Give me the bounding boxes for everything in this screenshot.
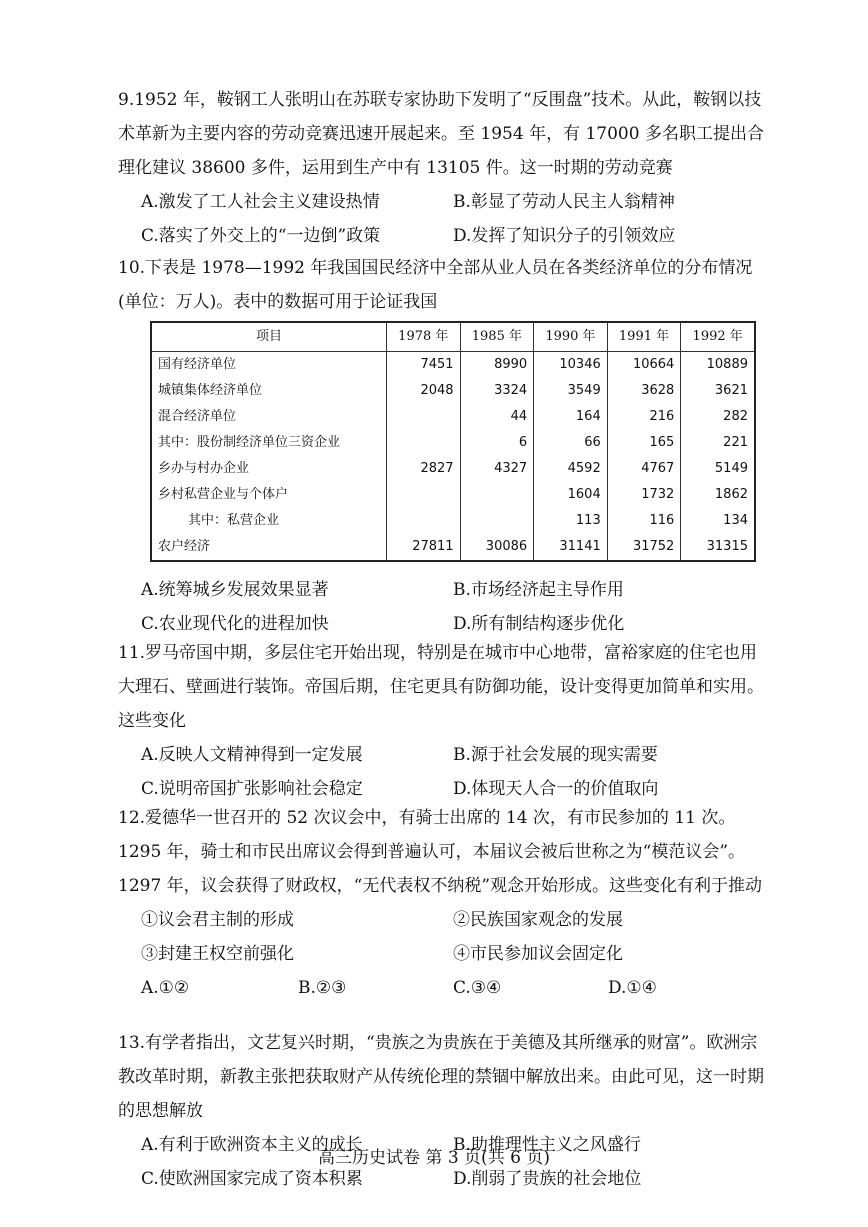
question-9-option-a[interactable]: A.激发了工人社会主义建设热情 [141,192,380,212]
question-11-option-c[interactable]: C.说明帝国扩张影响社会稳定 [141,779,363,799]
table-cell: 10889 [681,352,755,379]
table-cell [460,482,534,508]
table-cell: 44 [460,404,534,430]
table-row [151,352,755,379]
table-cell: 10346 [534,352,608,379]
table-cell [387,482,461,508]
question-12-items-row-2 [118,937,768,971]
table-cell: 4767 [607,456,681,482]
table-cell: 116 [607,508,681,534]
table-cell-label: 城镇集体经济单位 [158,383,263,398]
question-9-options-row-2 [118,219,768,253]
table-cell: 282 [681,404,755,430]
question-11-option-d[interactable]: D.体现天人合一的价值取向 [453,779,659,799]
table-cell: 221 [681,430,755,456]
question-13-stem: 13.有学者指出，文艺复兴时期，“贵族之为贵族在于美德及其所继承的财富”。欧洲宗教改革时期，新教主张把获取财产从传统伦理的禁锢中解放出来。由此可见，这一时期的思想解放 [118,1033,764,1121]
table-cell [387,508,461,534]
table-cell: 1732 [607,482,681,508]
table-cell-label: 混合经济单位 [158,409,237,424]
question-11-options-row-1 [118,738,768,772]
table-cell: 6 [460,430,534,456]
question-9 [118,83,768,253]
question-12-option-c[interactable]: C.③④ [453,978,502,998]
table-cell [387,404,461,430]
table-cell: 113 [534,508,608,534]
question-9-option-b[interactable]: B.彰显了劳动人民主人翁精神 [453,192,675,212]
question-10-stem: 10.下表是 1978—1992 年我国国民经济中全部从业人员在各类经济单位的分布情况(单位：万人)。表中的数据可用于论证我国 [118,258,753,312]
question-13-option-d[interactable]: D.削弱了贵族的社会地位 [453,1169,642,1189]
question-12-items-row-1 [118,903,768,937]
table-cell: 5149 [681,456,755,482]
table-header-1990: 1990 年 [534,322,608,352]
table-cell: 165 [607,430,681,456]
table-cell-label: 其中：股份制经济单位三资企业 [158,435,341,450]
table-header-1991: 1991 年 [607,322,681,352]
question-13-option-a[interactable]: A.有利于欧洲资本主义的成长 [141,1135,363,1155]
table-row [151,534,755,561]
table-cell: 30086 [460,534,534,561]
question-9-option-d[interactable]: D.发挥了知识分子的引领效应 [453,226,676,246]
question-11-stem: 11.罗马帝国中期，多层住宅开始出现，特别是在城市中心地带，富裕家庭的住宅也用大理石、壁画进行装饰。帝国后期，住宅更具有防御功能，设计变得更加简单和实用。这些变化 [118,643,764,731]
question-12-options-row [118,971,768,1005]
table-cell: 3621 [681,378,755,404]
question-12-item-1: ①议会君主制的形成 [141,910,294,930]
question-12-option-a[interactable]: A.①② [141,978,190,998]
question-10-option-c[interactable]: C.农业现代化的进程加快 [141,614,329,634]
table-cell: 2827 [387,456,461,482]
table-cell: 3628 [607,378,681,404]
question-12-item-2: ②民族国家观念的发展 [453,910,623,930]
table-cell [460,508,534,534]
table-row [151,430,755,456]
question-9-option-c[interactable]: C.落实了外交上的“一边倒”政策 [141,226,381,246]
table-header-item: 项目 [151,322,387,352]
question-11-option-a[interactable]: A.反映人文精神得到一定发展 [141,745,363,765]
table-header-row [151,322,755,352]
question-13-option-b[interactable]: B.助推理性主义之风盛行 [453,1135,641,1155]
table-cell: 8990 [460,352,534,379]
table-cell: 1862 [681,482,755,508]
question-12-option-d[interactable]: D.①④ [608,978,657,998]
table-header-1992: 1992 年 [681,322,755,352]
table-cell: 31752 [607,534,681,561]
question-10-option-d[interactable]: D.所有制结构逐步优化 [453,614,625,634]
question-12-item-3: ③封建王权空前强化 [141,944,294,964]
table-cell: 66 [534,430,608,456]
table-cell-label: 乡村私营企业与个体户 [158,487,289,502]
table-cell: 3324 [460,378,534,404]
table-cell: 10664 [607,352,681,379]
table-cell [387,430,461,456]
question-12-item-4: ④市民参加议会固定化 [453,944,623,964]
question-10-options [118,573,768,641]
table-header-1978: 1978 年 [387,322,461,352]
question-9-stem: 9.1952 年，鞍钢工人张明山在苏联专家协助下发明了“反围盘”技术。从此，鞍钢以技术革新为主要内容的劳动竞赛迅速开展起来。至 1954 年，有 17000 多名职工提出合理化建议 38600 多件，运用到生产中有 13105 件。这一时期的劳动竞赛 [118,90,764,178]
question-13-option-c[interactable]: C.使欧洲国家完成了资本积累 [141,1169,363,1189]
table-cell: 216 [607,404,681,430]
table-cell: 1604 [534,482,608,508]
question-11-option-b[interactable]: B.源于社会发展的现实需要 [453,745,658,765]
question-12-option-b[interactable]: B.②③ [298,978,347,998]
question-9-options-row-1 [118,185,768,219]
table-cell: 3549 [534,378,608,404]
table-cell: 2048 [387,378,461,404]
table-cell: 164 [534,404,608,430]
table-cell: 31315 [681,534,755,561]
table-cell: 31141 [534,534,608,561]
question-12 [118,801,768,1005]
table-cell: 4592 [534,456,608,482]
table-cell: 7451 [387,352,461,379]
table-cell: 4327 [460,456,534,482]
table-row [151,508,755,534]
table-cell-label: 其中：私营企业 [188,513,280,528]
question-10-option-b[interactable]: B.市场经济起主导作用 [453,580,624,600]
table-cell-label: 国有经济单位 [158,357,237,372]
table-cell: 134 [681,508,755,534]
table-cell: 27811 [387,534,461,561]
table-row [151,378,755,404]
question-10-option-a[interactable]: A.统筹城乡发展效果显著 [141,580,329,600]
table-row [151,456,755,482]
table-row [151,404,755,430]
table-header-1985: 1985 年 [460,322,534,352]
table-cell-label: 农户经济 [158,539,211,554]
question-10 [118,251,768,319]
question-12-stem: 12.爱德华一世召开的 52 次议会中，有骑士出席的 14 次，有市民参加的 11 次。1295 年，骑士和市民出席议会得到普遍认可，本届议会被后世称之为“模范议会”。1297 年，议会获得了财政权，“无代表权不纳税”观念开始形成。这些变化有利于推动 [118,808,763,896]
table-cell-label: 乡办与村办企业 [158,461,250,476]
page-footer: 高三历史试卷 第 3 页(共 6 页) [318,1148,550,1168]
employment-table [150,321,756,562]
question-11 [118,636,768,806]
question-10-options-row-1 [118,573,768,607]
table-row [151,482,755,508]
